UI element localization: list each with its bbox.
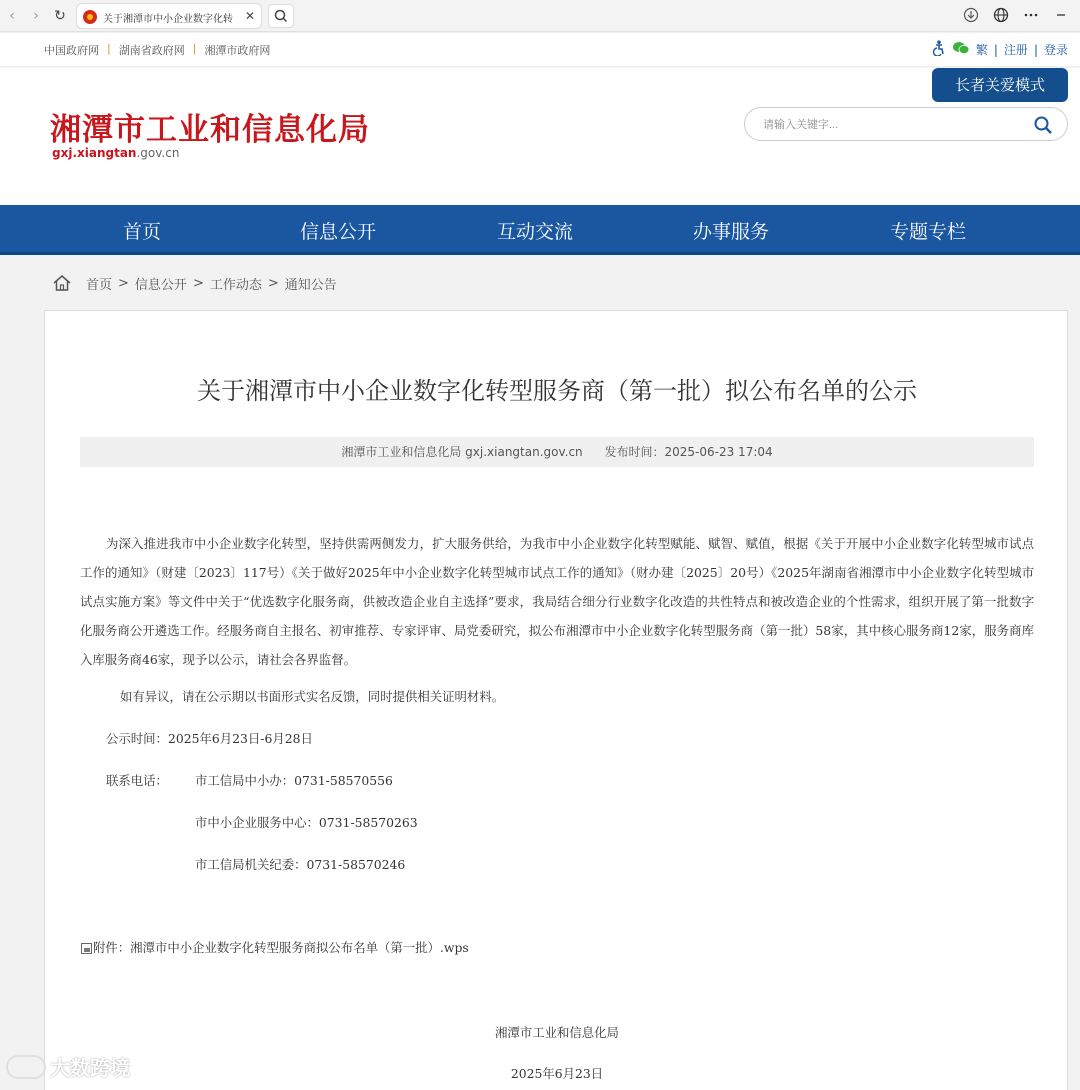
login-link[interactable]: 登录 xyxy=(1043,43,1068,57)
download-icon[interactable] xyxy=(962,7,980,25)
minimize-icon[interactable] xyxy=(1052,7,1070,25)
forward-icon[interactable]: › xyxy=(33,8,39,24)
reload-icon[interactable]: ↻ xyxy=(54,8,66,24)
accessibility-icon[interactable] xyxy=(932,40,946,59)
traditional-chinese-link[interactable]: 繁 xyxy=(975,43,988,57)
contact-item: 市中小企业服务中心：0731-58570263 xyxy=(195,815,418,830)
separator: | xyxy=(1033,42,1038,57)
link-central-gov[interactable]: 中国政府网 xyxy=(44,44,99,57)
contact-label: 联系电话： xyxy=(106,773,168,788)
main-nav xyxy=(0,205,1080,255)
article-body xyxy=(80,529,1034,674)
article-paragraph: 为深入推进我市中小企业数字化转型，坚持供需两侧发力，扩大服务供给，为我市中小企业数字化转型赋能、赋智、赋值，根据《关于开展中小企业数字化转型城市试点工作的通知》（财建〔2023〕117号）《关于做好2025年中小企业数字化转型城市试点工作的通知》（财办建〔2025〕20号）《2025年湖南省湘潭市中小企业数字化转型城市试点实施方案》等文件中关于“优选数字化服务商，供被改造企业自主选择”要求，我局结合细分行业数字化改造的共性特点和被改造企业的个性需求，组织开展了第一批数字化服务商公开遴选工作。经服务商自主报名、初审推荐、专家评审、局党委研究，拟公布湘潭市中小企业数字化转型服务商（第一批）58家，其中核心服务商12家，服务商库入库服务商46家，现予以公示，请社会各界监督。 xyxy=(80,536,1034,667)
watermark xyxy=(6,1052,130,1081)
emblem-favicon-icon xyxy=(83,10,97,24)
contact-item: 市工信局机关纪委：0731-58570246 xyxy=(195,857,406,872)
user-links xyxy=(932,40,1068,59)
article-title: 关于湘潭市中小企业数字化转型服务商（第一批）拟公布名单的公示 xyxy=(197,377,917,405)
nav-special-topics[interactable]: 专题专栏 xyxy=(889,221,966,243)
tab-title: 关于湘潭市中小企业数字化转 xyxy=(103,14,233,24)
browser-actions xyxy=(962,6,1070,26)
publicity-period: 公示时间：2025年6月23日-6月28日 xyxy=(106,731,313,746)
elder-mode-button[interactable]: 长者关爱模式 xyxy=(932,68,1068,102)
attachment-link[interactable] xyxy=(81,938,469,956)
search-icon xyxy=(269,5,293,27)
close-icon[interactable]: ✕ xyxy=(244,9,255,23)
browser-tab[interactable] xyxy=(76,3,262,29)
article-source: 湘潭市工业和信息化局 gxj.xiangtan.gov.cn xyxy=(341,445,583,459)
separator: | xyxy=(993,42,998,57)
breadcrumb-sep: > xyxy=(192,275,204,291)
attachment-icon xyxy=(81,943,92,954)
globe-icon[interactable] xyxy=(992,7,1010,25)
back-icon[interactable]: ‹ xyxy=(9,8,15,24)
breadcrumb-sep: > xyxy=(118,275,129,291)
signature-date: 2025年6月23日 xyxy=(510,1066,604,1081)
link-xiangtan-gov[interactable]: 湘潭市政府网 xyxy=(204,44,271,57)
top-links-bar xyxy=(0,33,1080,67)
gov-links xyxy=(44,42,270,58)
breadcrumb-work[interactable]: 工作动态 xyxy=(209,277,262,293)
breadcrumb xyxy=(52,272,337,294)
watermark-text: 大数跨境 xyxy=(50,1056,130,1080)
register-link[interactable]: 注册 xyxy=(1003,43,1028,57)
nav-info-disclosure[interactable]: 信息公开 xyxy=(299,221,376,243)
article-paragraph-objection: 如有异议，请在公示期以书面形式实名反馈，同时提供相关证明材料。 xyxy=(120,689,505,704)
search-box xyxy=(744,107,1068,141)
article-publish-time: 发布时间：2025-06-23 17:04 xyxy=(604,445,773,459)
breadcrumb-notice[interactable]: 通知公告 xyxy=(284,277,337,293)
site-logo-title[interactable]: 湘潭市工业和信息化局 xyxy=(50,112,370,148)
breadcrumb-home[interactable]: 首页 xyxy=(86,277,113,293)
site-header xyxy=(0,68,1080,205)
attachment-text[interactable]: 附件：湘潭市中小企业数字化转型服务商拟公布名单（第一批）.wps xyxy=(93,940,469,955)
search-input[interactable] xyxy=(763,116,1023,134)
separator: | xyxy=(192,42,197,55)
contact-item: 市工信局中小办：0731-58570556 xyxy=(195,773,393,788)
breadcrumb-sep: > xyxy=(267,275,279,291)
link-hunan-gov[interactable]: 湖南省政府网 xyxy=(118,44,185,57)
article-meta xyxy=(80,437,1034,467)
domain-suffix: .gov.cn xyxy=(136,146,180,160)
nav-interaction[interactable]: 互动交流 xyxy=(496,221,573,243)
signature: 湘潭市工业和信息化局 xyxy=(495,1025,619,1040)
search-icon[interactable] xyxy=(1033,115,1053,135)
article-container xyxy=(44,310,1068,1090)
site-domain xyxy=(52,146,179,160)
separator: | xyxy=(107,42,111,55)
domain-bold: gxj.xiangtan xyxy=(52,146,137,160)
watermark-logo-icon xyxy=(6,1055,46,1079)
browser-toolbar xyxy=(0,0,1080,32)
tab-search-button[interactable] xyxy=(268,4,294,28)
home-icon[interactable] xyxy=(52,273,72,293)
more-icon[interactable] xyxy=(1022,7,1040,25)
breadcrumb-info[interactable]: 信息公开 xyxy=(134,277,187,293)
nav-home[interactable]: 首页 xyxy=(122,221,161,243)
nav-services[interactable]: 办事服务 xyxy=(692,221,769,243)
wechat-icon[interactable] xyxy=(952,41,970,58)
